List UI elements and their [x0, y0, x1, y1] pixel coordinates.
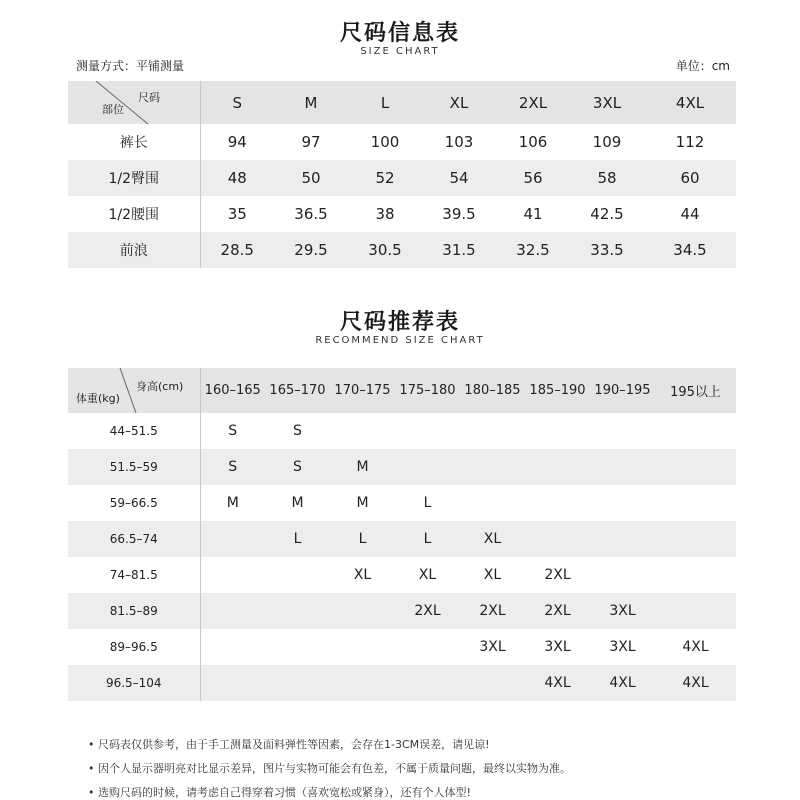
table-cell: XL	[460, 521, 525, 557]
row-label: 51.5–59	[68, 449, 200, 485]
table-cell: 4XL	[655, 665, 736, 701]
table-cell	[330, 665, 395, 701]
row-label: 前浪	[68, 232, 200, 268]
table-cell: M	[356, 495, 369, 511]
recommend-corner-cell	[68, 368, 200, 413]
row-label: 81.5–89	[68, 593, 200, 629]
size-chart-title: 尺码信息表	[339, 21, 460, 46]
table-cell: M	[330, 449, 395, 485]
table-cell: 4XL	[682, 639, 709, 655]
recommend-chart-subtitle: RECOMMEND SIZE CHART	[315, 335, 485, 346]
table-cell	[265, 557, 330, 593]
table-cell: 48	[200, 160, 274, 196]
table-cell: 106	[518, 133, 548, 151]
recommend-header-row	[68, 368, 736, 413]
size-header: XL	[422, 81, 496, 124]
table-cell	[460, 449, 525, 485]
table-cell	[525, 449, 590, 485]
table-cell	[590, 413, 655, 449]
table-cell: 3XL	[479, 639, 506, 655]
note-line: • 尺码表仅供参考，由于手工测量及面料弹性等因素，会存在1-3CM误差，请见谅!	[88, 738, 490, 751]
table-cell: 33.5	[570, 232, 644, 268]
table-cell	[590, 557, 655, 593]
table-row	[68, 196, 736, 232]
size-header: 3XL	[570, 81, 644, 124]
table-row	[68, 124, 736, 160]
table-cell: 103	[444, 133, 474, 151]
unit-label: 单位：cm	[675, 59, 730, 73]
table-cell: S	[265, 449, 330, 485]
table-cell	[590, 449, 655, 485]
table-cell: 94	[227, 133, 247, 151]
table-cell	[330, 593, 395, 629]
table-cell	[395, 413, 460, 449]
table-cell	[395, 665, 460, 701]
table-cell: S	[228, 423, 238, 439]
table-cell: 31.5	[422, 232, 496, 268]
table-cell: 97	[301, 133, 321, 151]
corner-bottom-label: 体重(kg)	[76, 392, 120, 405]
table-cell: 50	[274, 160, 348, 196]
table-cell	[655, 521, 736, 557]
table-row	[68, 449, 736, 485]
table-cell	[525, 521, 590, 557]
height-header: 190–195	[590, 368, 655, 413]
table-cell: 39.5	[442, 205, 476, 223]
table-cell: 28.5	[200, 232, 274, 268]
size-chart-subtitle: SIZE CHART	[360, 46, 440, 57]
recommend-chart-table	[68, 368, 737, 701]
table-cell	[200, 557, 265, 593]
note-line: • 因个人显示器明亮对比显示差异，图片与实物可能会有色差，不属于质量问题，最终以实物为准。	[88, 762, 571, 775]
table-cell: 109	[592, 133, 622, 151]
table-cell: 35	[227, 205, 247, 223]
table-cell	[525, 413, 590, 449]
table-cell	[460, 485, 525, 521]
corner-top-label: 身高(cm)	[136, 380, 184, 393]
table-cell	[330, 413, 395, 449]
table-row	[68, 413, 736, 449]
table-row	[68, 557, 736, 593]
row-label: 74–81.5	[68, 557, 200, 593]
row-label: 1/2腰围	[68, 196, 200, 232]
table-cell	[395, 629, 460, 665]
table-cell	[330, 629, 395, 665]
table-cell: 4XL	[590, 665, 655, 701]
table-cell: 34.5	[644, 232, 736, 268]
measure-method: 测量方式：平铺测量	[76, 59, 185, 73]
table-cell: 30.5	[348, 232, 422, 268]
corner-bottom-label: 部位	[102, 103, 124, 116]
height-header: 170–175	[330, 368, 395, 413]
table-cell: L	[423, 495, 432, 511]
height-header: 165–170	[265, 368, 330, 413]
table-cell: 42.5	[590, 205, 624, 223]
table-cell: M	[291, 495, 304, 511]
table-cell: 2XL	[525, 593, 590, 629]
row-label: 裤长	[68, 124, 200, 160]
table-cell	[265, 593, 330, 629]
table-cell: S	[293, 423, 302, 439]
table-cell: 112	[675, 133, 705, 151]
note-line: • 选购尺码的时候，请考虑自己得穿着习惯（喜欢宽松或紧身），还有个人体型!	[88, 786, 471, 799]
table-cell	[460, 413, 525, 449]
height-header: 195以上	[655, 368, 736, 413]
table-cell: 3XL	[544, 639, 571, 655]
row-label: 96.5–104	[68, 665, 200, 701]
corner-diagonal-line	[68, 81, 200, 124]
table-cell: 52	[348, 160, 422, 196]
row-label: 59–66.5	[68, 485, 200, 521]
table-cell: 41	[523, 205, 543, 223]
size-chart-header-row	[68, 81, 736, 124]
size-header: M	[274, 81, 348, 124]
table-cell: 2XL	[395, 593, 460, 629]
table-cell: 44	[680, 205, 700, 223]
table-cell: 54	[422, 160, 496, 196]
table-cell: 3XL	[590, 593, 655, 629]
table-cell	[395, 449, 460, 485]
table-cell: 3XL	[609, 639, 636, 655]
recommend-chart-title: 尺码推荐表	[339, 310, 460, 335]
table-cell: M	[226, 495, 239, 511]
table-cell	[590, 521, 655, 557]
table-cell: 56	[496, 160, 570, 196]
table-cell: 38	[375, 205, 395, 223]
table-row	[68, 485, 736, 521]
table-cell: 58	[570, 160, 644, 196]
table-cell	[265, 629, 330, 665]
table-row	[68, 665, 736, 701]
table-cell: L	[330, 521, 395, 557]
table-cell: 4XL	[525, 665, 590, 701]
table-cell	[590, 485, 655, 521]
table-cell: L	[395, 521, 460, 557]
table-cell	[525, 485, 590, 521]
table-cell	[200, 665, 265, 701]
table-cell: XL	[418, 567, 437, 583]
table-cell: 100	[370, 133, 400, 151]
corner-top-label: 尺码	[138, 91, 160, 104]
table-cell	[460, 665, 525, 701]
size-header: S	[200, 81, 274, 124]
size-header: 2XL	[496, 81, 570, 124]
table-cell	[655, 557, 736, 593]
table-cell: S	[200, 449, 265, 485]
table-cell	[265, 665, 330, 701]
size-header: 4XL	[644, 81, 736, 124]
table-cell: 32.5	[496, 232, 570, 268]
table-row	[68, 629, 736, 665]
table-cell: L	[265, 521, 330, 557]
table-cell: 2XL	[544, 567, 571, 583]
table-cell	[655, 413, 736, 449]
height-header: 175–180	[395, 368, 460, 413]
table-cell: XL	[353, 567, 372, 583]
height-header: 160–165	[200, 368, 265, 413]
table-cell	[655, 449, 736, 485]
table-cell	[655, 593, 736, 629]
table-cell	[200, 629, 265, 665]
height-header: 185–190	[525, 368, 590, 413]
table-cell	[200, 593, 265, 629]
table-cell: 2XL	[460, 593, 525, 629]
table-cell: 36.5	[294, 205, 328, 223]
row-label: 89–96.5	[68, 629, 200, 665]
row-label: 66.5–74	[68, 521, 200, 557]
table-cell: 60	[644, 160, 736, 196]
row-label: 1/2臀围	[68, 160, 200, 196]
height-header: 180–185	[460, 368, 525, 413]
row-label: 44–51.5	[68, 413, 200, 449]
table-row	[68, 593, 736, 629]
size-chart-corner-cell	[68, 81, 200, 124]
table-cell: XL	[483, 567, 502, 583]
size-chart-table	[68, 81, 736, 268]
table-row	[68, 521, 736, 557]
table-cell: 29.5	[274, 232, 348, 268]
table-cell	[655, 485, 736, 521]
table-cell	[200, 521, 265, 557]
size-header: L	[348, 81, 422, 124]
table-row	[68, 232, 736, 268]
table-row	[68, 160, 736, 196]
